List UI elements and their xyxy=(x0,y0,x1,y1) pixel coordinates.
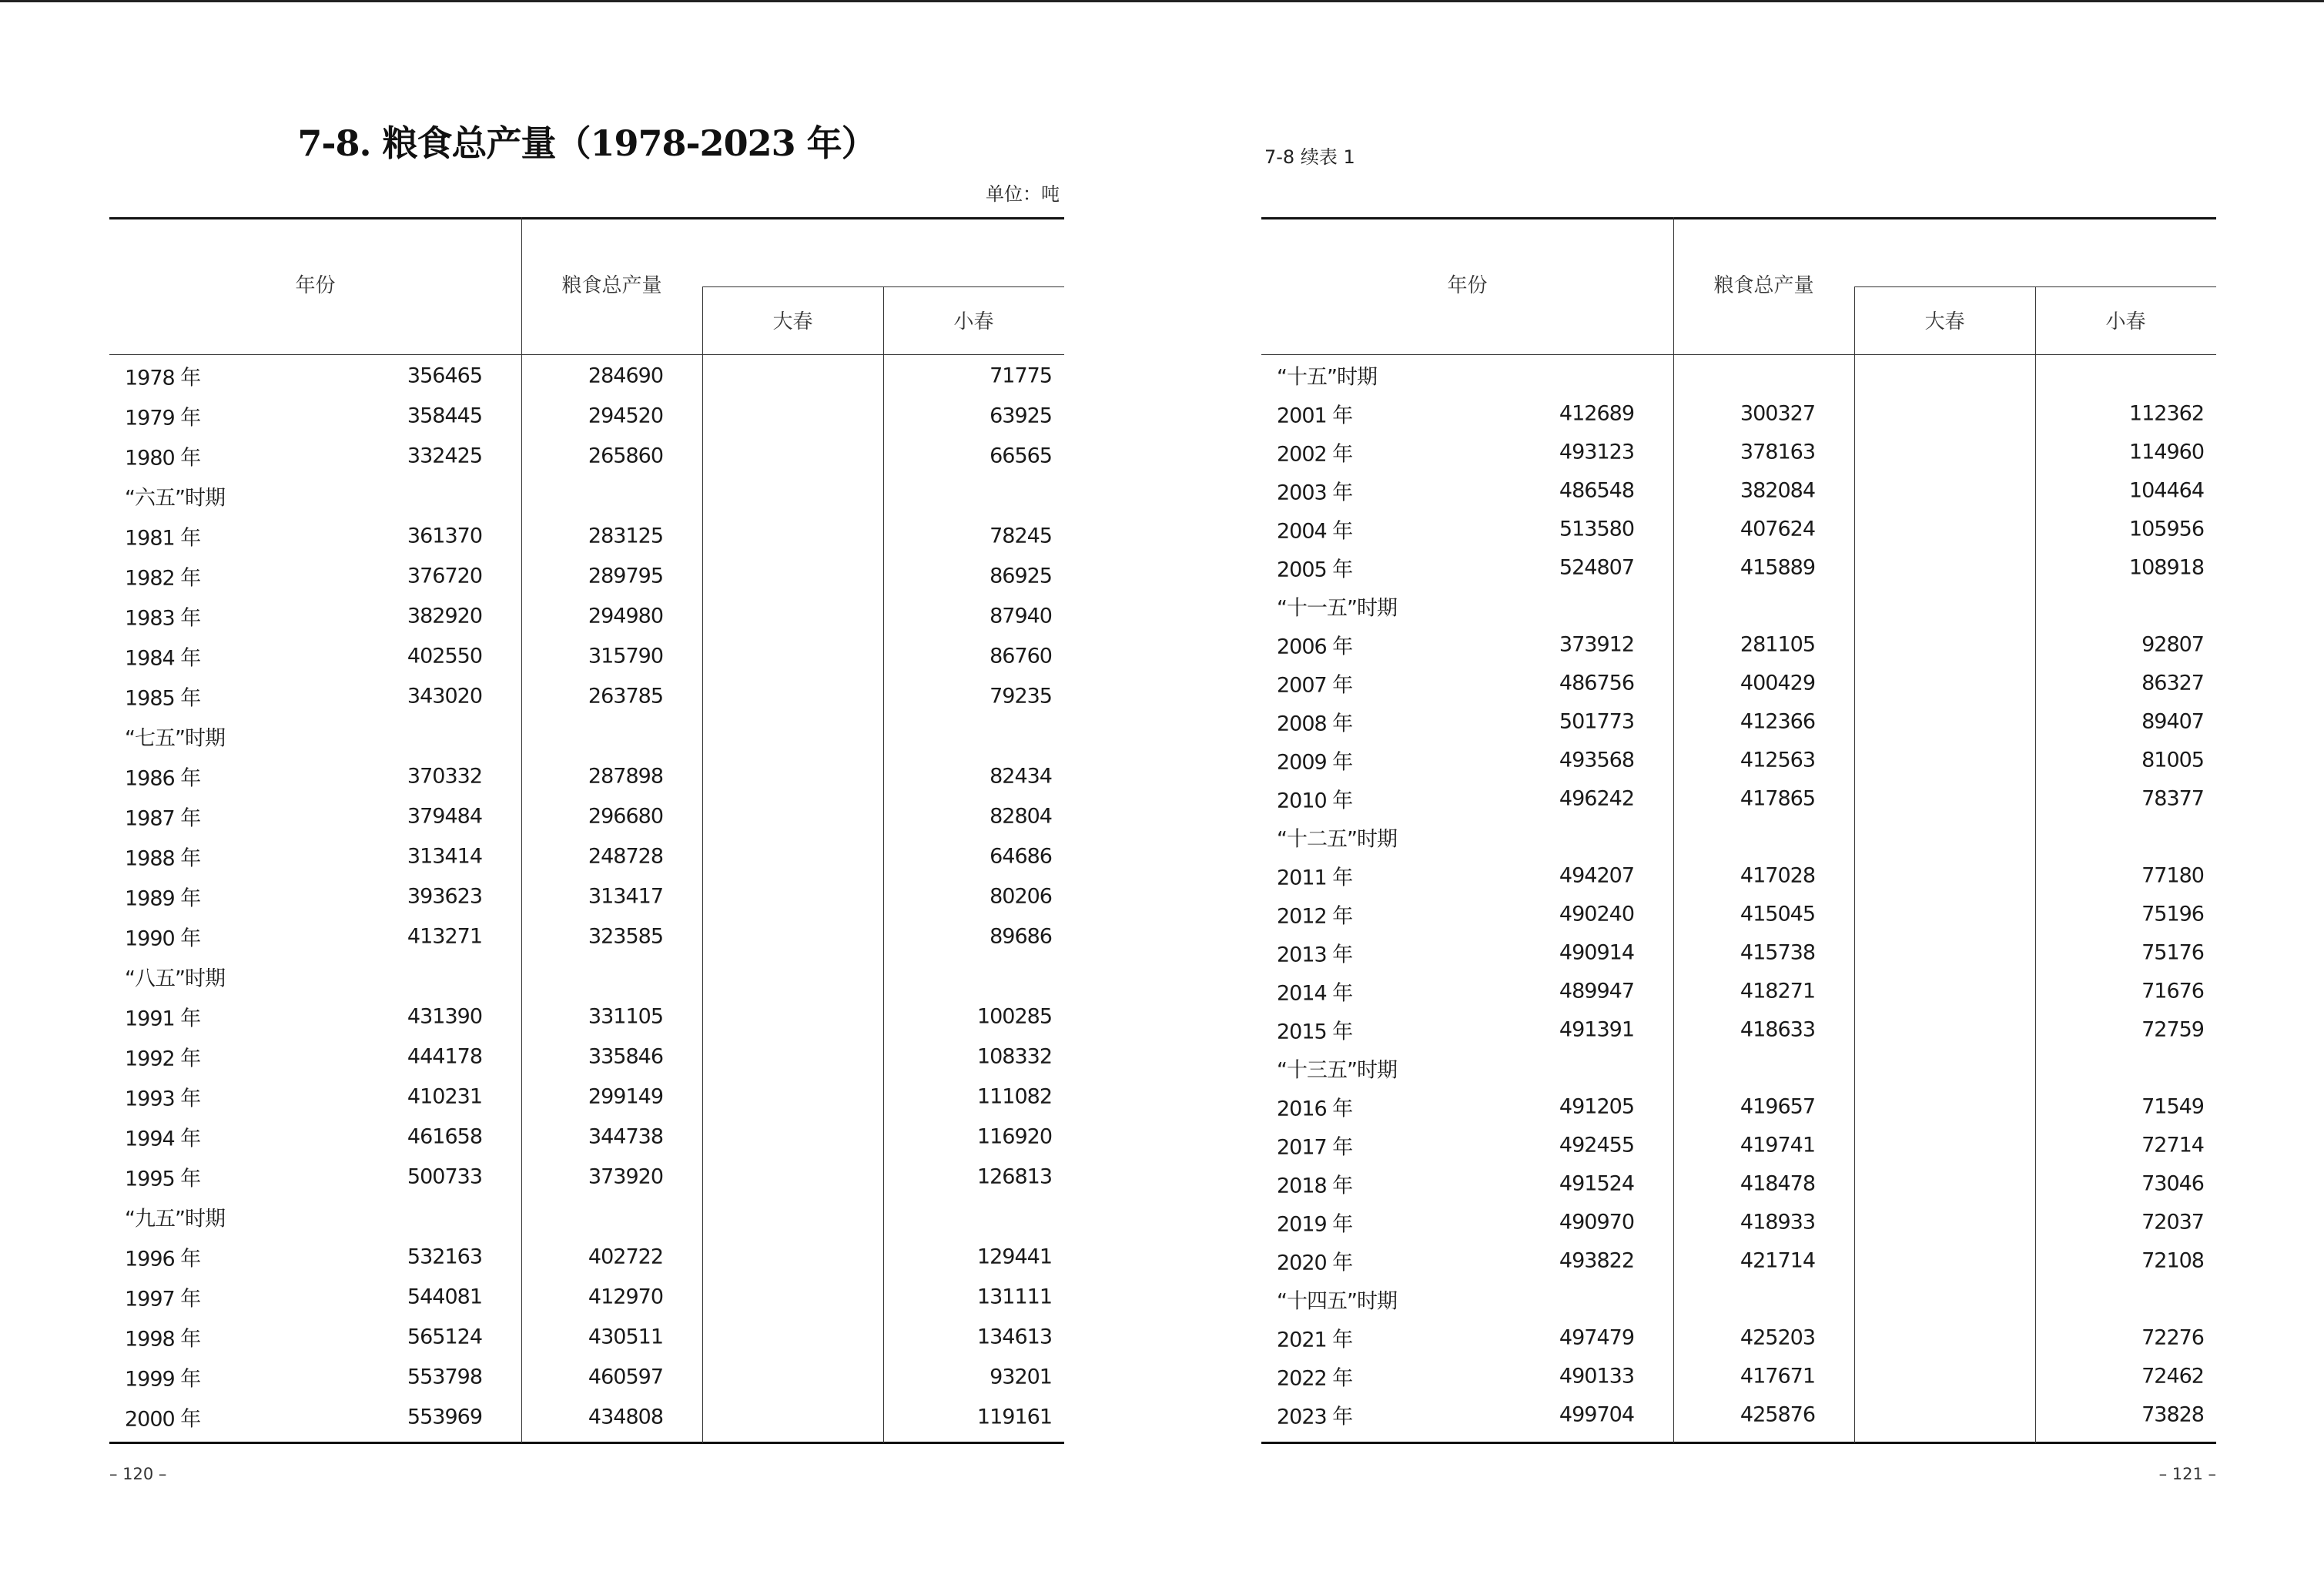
year-cell: 2018 年 xyxy=(1277,1174,1353,1198)
table-row xyxy=(1261,702,2216,741)
right-page xyxy=(1261,0,2216,1588)
table-row xyxy=(109,676,1064,716)
year-cell: “十三五”时期 xyxy=(1277,1058,1397,1083)
table-row xyxy=(109,356,1064,396)
year-cell: 2003 年 xyxy=(1277,481,1353,505)
table-row xyxy=(109,1277,1064,1317)
xiao-chun-cell: 79235 xyxy=(990,684,1052,709)
table-row xyxy=(1261,1087,2216,1126)
da-chun-cell: 248728 xyxy=(588,844,663,869)
year-cell: 2019 年 xyxy=(1277,1212,1353,1237)
total-output-cell: 379484 xyxy=(407,804,482,829)
da-chun-cell: 407624 xyxy=(1740,517,1815,541)
year-cell: 2009 年 xyxy=(1277,750,1353,775)
total-output-cell: 501773 xyxy=(1559,709,1634,734)
table-top-rule xyxy=(109,217,1064,219)
xiao-chun-cell: 72759 xyxy=(2141,1017,2204,1042)
table-row xyxy=(109,556,1064,596)
xiao-chun-cell: 72714 xyxy=(2141,1133,2204,1157)
xiao-chun-cell: 86925 xyxy=(990,564,1052,588)
xiao-chun-cell: 129441 xyxy=(976,1245,1052,1269)
da-chun-cell: 287898 xyxy=(588,764,663,789)
total-output-cell: 412689 xyxy=(1559,401,1634,426)
xiao-chun-cell: 72037 xyxy=(2141,1210,2204,1235)
xiao-chun-cell: 75176 xyxy=(2141,940,2204,965)
year-cell: 2001 年 xyxy=(1277,404,1353,428)
da-chun-cell: 417671 xyxy=(1740,1364,1815,1389)
year-cell: 2015 年 xyxy=(1277,1020,1353,1044)
da-chun-cell: 378163 xyxy=(1740,440,1815,464)
da-chun-cell: 434808 xyxy=(588,1405,663,1429)
year-cell: 2022 年 xyxy=(1277,1366,1353,1391)
total-output-cell: 493123 xyxy=(1559,440,1634,464)
total-output-cell: 413271 xyxy=(407,924,482,949)
page-number: – 120 – xyxy=(109,1465,167,1483)
period-heading-row xyxy=(1261,1280,2216,1318)
year-cell: 2017 年 xyxy=(1277,1135,1353,1160)
xiao-chun-cell: 71775 xyxy=(990,363,1052,388)
year-cell: 2004 年 xyxy=(1277,519,1353,544)
xiao-chun-cell: 116920 xyxy=(976,1124,1052,1149)
da-chun-cell: 299149 xyxy=(588,1084,663,1109)
da-chun-cell: 418633 xyxy=(1740,1017,1815,1042)
da-chun-cell: 283125 xyxy=(588,524,663,548)
year-cell: 1997 年 xyxy=(125,1287,201,1312)
table-row xyxy=(1261,394,2216,433)
total-output-cell: 431390 xyxy=(407,1004,482,1029)
da-chun-cell: 418271 xyxy=(1740,979,1815,1003)
year-cell: “十二五”时期 xyxy=(1277,827,1397,852)
da-chun-cell: 294980 xyxy=(588,604,663,628)
xiao-chun-cell: 134613 xyxy=(976,1325,1052,1349)
table-row xyxy=(1261,433,2216,471)
total-output-cell: 402550 xyxy=(407,644,482,668)
table-row xyxy=(1261,933,2216,972)
da-chun-cell: 425203 xyxy=(1740,1325,1815,1350)
year-cell: 1986 年 xyxy=(125,766,201,791)
da-chun-cell: 460597 xyxy=(588,1365,663,1389)
table-row xyxy=(1261,1010,2216,1049)
header-da-chun: 大春 xyxy=(1924,310,1965,333)
year-cell: 1985 年 xyxy=(125,686,201,711)
year-cell: 2007 年 xyxy=(1277,673,1353,698)
year-cell: 1991 年 xyxy=(125,1007,201,1031)
xiao-chun-cell: 82804 xyxy=(990,804,1052,829)
total-output-cell: 490914 xyxy=(1559,940,1634,965)
table-row xyxy=(109,1077,1064,1117)
header-bottom-rule xyxy=(109,354,1064,355)
total-output-cell: 489947 xyxy=(1559,979,1634,1003)
da-chun-cell: 331105 xyxy=(588,1004,663,1029)
year-cell: 1998 年 xyxy=(125,1327,201,1352)
da-chun-cell: 417865 xyxy=(1740,786,1815,811)
year-cell: 2000 年 xyxy=(125,1407,201,1432)
table-row xyxy=(109,1157,1064,1197)
xiao-chun-cell: 66565 xyxy=(990,444,1052,468)
table-top-rule xyxy=(1261,217,2216,219)
xiao-chun-cell: 75196 xyxy=(2141,902,2204,926)
da-chun-cell: 415045 xyxy=(1740,902,1815,926)
header-total-output: 粮食总产量 xyxy=(1713,274,1814,297)
total-output-cell: 497479 xyxy=(1559,1325,1634,1350)
year-cell: 2005 年 xyxy=(1277,558,1353,582)
da-chun-cell: 382084 xyxy=(1740,478,1815,503)
xiao-chun-cell: 89686 xyxy=(990,924,1052,949)
total-output-cell: 461658 xyxy=(407,1124,482,1149)
da-chun-cell: 313417 xyxy=(588,884,663,909)
year-cell: 2020 年 xyxy=(1277,1251,1353,1275)
da-chun-cell: 415738 xyxy=(1740,940,1815,965)
da-chun-cell: 419657 xyxy=(1740,1094,1815,1119)
table-title: 7-8. 粮食总产量（1978-2023 年） xyxy=(297,122,876,164)
table-row xyxy=(1261,1241,2216,1280)
table-row xyxy=(1261,972,2216,1010)
header-xiao-chun: 小春 xyxy=(2105,310,2146,333)
xiao-chun-cell: 105956 xyxy=(2128,517,2204,541)
da-chun-cell: 281105 xyxy=(1740,632,1815,657)
table-row xyxy=(109,1037,1064,1077)
year-cell: 2013 年 xyxy=(1277,943,1353,967)
total-output-cell: 553798 xyxy=(407,1365,482,1389)
xiao-chun-cell: 131111 xyxy=(976,1285,1052,1309)
da-chun-cell: 335846 xyxy=(588,1044,663,1069)
table-row xyxy=(109,436,1064,476)
da-chun-cell: 425876 xyxy=(1740,1402,1815,1427)
table-row xyxy=(1261,510,2216,548)
year-cell: 1978 年 xyxy=(125,366,201,390)
year-cell: 1994 年 xyxy=(125,1127,201,1151)
da-chun-cell: 323585 xyxy=(588,924,663,949)
da-chun-cell: 289795 xyxy=(588,564,663,588)
total-output-cell: 499704 xyxy=(1559,1402,1634,1427)
table-row xyxy=(1261,471,2216,510)
table-row xyxy=(1261,1395,2216,1434)
da-chun-cell: 296680 xyxy=(588,804,663,829)
year-cell: 1984 年 xyxy=(125,646,201,671)
total-output-cell: 491205 xyxy=(1559,1094,1634,1119)
xiao-chun-cell: 63925 xyxy=(990,404,1052,428)
xiao-chun-cell: 111082 xyxy=(976,1084,1052,1109)
period-heading-row xyxy=(1261,818,2216,856)
header-year: 年份 xyxy=(295,274,336,297)
xiao-chun-cell: 77180 xyxy=(2141,863,2204,888)
year-cell: 1979 年 xyxy=(125,406,201,431)
year-cell: “十四五”时期 xyxy=(1277,1289,1397,1314)
da-chun-cell: 412563 xyxy=(1740,748,1815,772)
xiao-chun-cell: 78377 xyxy=(2141,786,2204,811)
period-heading-row xyxy=(1261,587,2216,625)
xiao-chun-cell: 73828 xyxy=(2141,1402,2204,1427)
total-output-cell: 493568 xyxy=(1559,748,1634,772)
da-chun-cell: 417028 xyxy=(1740,863,1815,888)
total-output-cell: 356465 xyxy=(407,363,482,388)
total-output-cell: 491524 xyxy=(1559,1171,1634,1196)
total-output-cell: 410231 xyxy=(407,1084,482,1109)
year-cell: 2016 年 xyxy=(1277,1097,1353,1121)
xiao-chun-cell: 81005 xyxy=(2141,748,2204,772)
total-output-cell: 332425 xyxy=(407,444,482,468)
header-xiao-chun: 小春 xyxy=(953,310,994,333)
xiao-chun-cell: 86760 xyxy=(990,644,1052,668)
period-heading-row xyxy=(109,1197,1064,1237)
total-output-cell: 494207 xyxy=(1559,863,1634,888)
year-cell: 2002 年 xyxy=(1277,442,1353,467)
header-total-output: 粮食总产量 xyxy=(561,274,662,297)
period-heading-row xyxy=(1261,356,2216,394)
year-cell: 1980 年 xyxy=(125,446,201,471)
table-row xyxy=(1261,1164,2216,1203)
total-output-cell: 491391 xyxy=(1559,1017,1634,1042)
period-heading-row xyxy=(109,716,1064,756)
table-row xyxy=(1261,1203,2216,1241)
year-cell: 1992 年 xyxy=(125,1047,201,1071)
year-cell: 1990 年 xyxy=(125,926,201,951)
da-chun-cell: 373920 xyxy=(588,1164,663,1189)
da-chun-cell: 418478 xyxy=(1740,1171,1815,1196)
year-cell: 1987 年 xyxy=(125,806,201,831)
da-chun-cell: 294520 xyxy=(588,404,663,428)
table-row xyxy=(109,876,1064,916)
xiao-chun-cell: 119161 xyxy=(976,1405,1052,1429)
total-output-cell: 493822 xyxy=(1559,1248,1634,1273)
year-cell: 1981 年 xyxy=(125,526,201,551)
table-bottom-rule xyxy=(1261,1442,2216,1444)
xiao-chun-cell: 78245 xyxy=(990,524,1052,548)
year-cell: “九五”时期 xyxy=(125,1207,225,1231)
year-cell: 2012 年 xyxy=(1277,904,1353,929)
year-cell: “六五”时期 xyxy=(125,486,225,511)
xiao-chun-cell: 126813 xyxy=(976,1164,1052,1189)
grain-output-table-left xyxy=(109,217,1064,1445)
xiao-chun-cell: 72108 xyxy=(2141,1248,2204,1273)
total-output-cell: 500733 xyxy=(407,1164,482,1189)
xiao-chun-cell: 93201 xyxy=(990,1365,1052,1389)
total-output-cell: 544081 xyxy=(407,1285,482,1309)
table-row xyxy=(109,1357,1064,1397)
year-cell: 1989 年 xyxy=(125,886,201,911)
xiao-chun-cell: 86327 xyxy=(2141,671,2204,695)
header-da-chun: 大春 xyxy=(772,310,813,333)
xiao-chun-cell: 100285 xyxy=(976,1004,1052,1029)
year-cell: 1988 年 xyxy=(125,846,201,871)
year-cell: 2014 年 xyxy=(1277,981,1353,1006)
table-row xyxy=(109,1237,1064,1277)
table-row xyxy=(109,1317,1064,1357)
da-chun-cell: 430511 xyxy=(588,1325,663,1349)
table-row xyxy=(109,836,1064,876)
year-cell: 2011 年 xyxy=(1277,866,1353,890)
table-row xyxy=(109,997,1064,1037)
xiao-chun-cell: 80206 xyxy=(990,884,1052,909)
total-output-cell: 565124 xyxy=(407,1325,482,1349)
total-output-cell: 444178 xyxy=(407,1044,482,1069)
year-cell: 2023 年 xyxy=(1277,1405,1353,1429)
table-row xyxy=(109,916,1064,956)
year-cell: 1982 年 xyxy=(125,566,201,591)
da-chun-cell: 400429 xyxy=(1740,671,1815,695)
grain-output-table-right xyxy=(1261,217,2216,1445)
period-heading-row xyxy=(109,956,1064,997)
da-chun-cell: 418933 xyxy=(1740,1210,1815,1235)
unit-label: 单位：吨 xyxy=(986,183,1060,205)
year-cell: 1983 年 xyxy=(125,606,201,631)
xiao-chun-cell: 72462 xyxy=(2141,1364,2204,1389)
total-output-cell: 490240 xyxy=(1559,902,1634,926)
table-row xyxy=(109,596,1064,636)
total-output-cell: 486756 xyxy=(1559,671,1634,695)
table-row xyxy=(109,1397,1064,1437)
period-heading-row xyxy=(1261,1049,2216,1087)
total-output-cell: 492455 xyxy=(1559,1133,1634,1157)
year-cell: “十一五”时期 xyxy=(1277,596,1397,621)
header-bottom-rule xyxy=(1261,354,2216,355)
year-cell: 1995 年 xyxy=(125,1167,201,1191)
continuation-label: 7-8 续表 1 xyxy=(1264,146,1355,168)
xiao-chun-cell: 71676 xyxy=(2141,979,2204,1003)
year-cell: 2008 年 xyxy=(1277,712,1353,736)
total-output-cell: 486548 xyxy=(1559,478,1634,503)
da-chun-cell: 421714 xyxy=(1740,1248,1815,1273)
table-row xyxy=(1261,856,2216,895)
xiao-chun-cell: 89407 xyxy=(2141,709,2204,734)
table-row xyxy=(1261,625,2216,664)
total-output-cell: 376720 xyxy=(407,564,482,588)
da-chun-cell: 284690 xyxy=(588,363,663,388)
year-cell: 2006 年 xyxy=(1277,635,1353,659)
table-body xyxy=(1261,356,2216,1434)
table-row xyxy=(1261,1357,2216,1395)
table-bottom-rule xyxy=(109,1442,1064,1444)
xiao-chun-cell: 87940 xyxy=(990,604,1052,628)
year-cell: 1996 年 xyxy=(125,1247,201,1271)
table-row xyxy=(1261,779,2216,818)
total-output-cell: 313414 xyxy=(407,844,482,869)
da-chun-cell: 412366 xyxy=(1740,709,1815,734)
da-chun-cell: 300327 xyxy=(1740,401,1815,426)
xiao-chun-cell: 73046 xyxy=(2141,1171,2204,1196)
total-output-cell: 373912 xyxy=(1559,632,1634,657)
table-row xyxy=(1261,548,2216,587)
total-output-cell: 553969 xyxy=(407,1405,482,1429)
year-cell: “八五”时期 xyxy=(125,967,225,991)
page-number: – 121 – xyxy=(2158,1465,2216,1483)
da-chun-cell: 265860 xyxy=(588,444,663,468)
table-row xyxy=(109,516,1064,556)
xiao-chun-cell: 114960 xyxy=(2128,440,2204,464)
xiao-chun-cell: 104464 xyxy=(2128,478,2204,503)
total-output-cell: 490133 xyxy=(1559,1364,1634,1389)
total-output-cell: 524807 xyxy=(1559,555,1634,580)
total-output-cell: 343020 xyxy=(407,684,482,709)
da-chun-cell: 402722 xyxy=(588,1245,663,1269)
da-chun-cell: 419741 xyxy=(1740,1133,1815,1157)
table-row xyxy=(1261,1126,2216,1164)
table-row xyxy=(109,636,1064,676)
total-output-cell: 393623 xyxy=(407,884,482,909)
xiao-chun-cell: 92807 xyxy=(2141,632,2204,657)
table-row xyxy=(1261,1318,2216,1357)
year-cell: 2010 年 xyxy=(1277,789,1353,813)
year-cell: 2021 年 xyxy=(1277,1328,1353,1352)
table-row xyxy=(109,756,1064,796)
xiao-chun-cell: 71549 xyxy=(2141,1094,2204,1119)
da-chun-cell: 415889 xyxy=(1740,555,1815,580)
xiao-chun-cell: 82434 xyxy=(990,764,1052,789)
table-row xyxy=(109,1117,1064,1157)
total-output-cell: 370332 xyxy=(407,764,482,789)
total-output-cell: 496242 xyxy=(1559,786,1634,811)
total-output-cell: 361370 xyxy=(407,524,482,548)
table-row xyxy=(1261,664,2216,702)
header-year: 年份 xyxy=(1447,274,1488,297)
table-row xyxy=(109,796,1064,836)
total-output-cell: 358445 xyxy=(407,404,482,428)
xiao-chun-cell: 72276 xyxy=(2141,1325,2204,1350)
xiao-chun-cell: 108332 xyxy=(976,1044,1052,1069)
year-cell: “十五”时期 xyxy=(1277,365,1377,390)
year-cell: 1993 年 xyxy=(125,1087,201,1111)
xiao-chun-cell: 64686 xyxy=(990,844,1052,869)
total-output-cell: 382920 xyxy=(407,604,482,628)
total-output-cell: 532163 xyxy=(407,1245,482,1269)
period-heading-row xyxy=(109,476,1064,516)
da-chun-cell: 315790 xyxy=(588,644,663,668)
year-cell: 1999 年 xyxy=(125,1367,201,1392)
table-row xyxy=(1261,895,2216,933)
total-output-cell: 513580 xyxy=(1559,517,1634,541)
xiao-chun-cell: 112362 xyxy=(2128,401,2204,426)
da-chun-cell: 344738 xyxy=(588,1124,663,1149)
da-chun-cell: 412970 xyxy=(588,1285,663,1309)
table-body xyxy=(109,356,1064,1437)
xiao-chun-cell: 108918 xyxy=(2128,555,2204,580)
year-cell: “七五”时期 xyxy=(125,726,225,751)
left-page xyxy=(109,0,1064,1588)
total-output-cell: 490970 xyxy=(1559,1210,1634,1235)
table-row xyxy=(1261,741,2216,779)
da-chun-cell: 263785 xyxy=(588,684,663,709)
table-row xyxy=(109,396,1064,436)
